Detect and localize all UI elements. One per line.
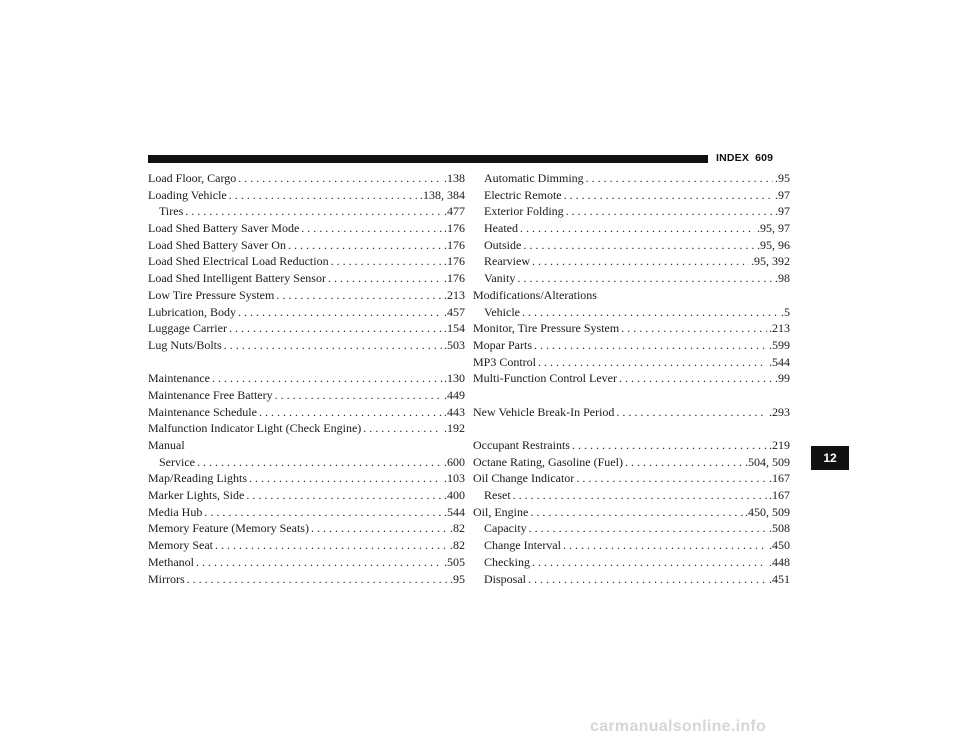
- leader-dots: [529, 520, 767, 537]
- entry-pages: .99: [775, 371, 790, 386]
- entry-label: New Vehicle Break-In Period: [473, 404, 615, 419]
- entry-pages: .477: [444, 204, 465, 219]
- entry-pages: .95, 392: [751, 254, 790, 269]
- leader-dots: [204, 504, 442, 521]
- entry-pages: .95: [450, 571, 465, 586]
- index-entry: [473, 354, 790, 371]
- entry-label: Mopar Parts: [473, 337, 532, 352]
- entry-pages: .192: [444, 421, 465, 436]
- entry-pages: .599: [769, 337, 790, 352]
- entry-pages: .97: [775, 204, 790, 219]
- leader-dots: [212, 370, 442, 387]
- index-subentry: [473, 270, 790, 287]
- entry-label: Outside: [484, 237, 522, 252]
- index-subentry: [473, 537, 790, 554]
- index-subentry: [148, 454, 465, 471]
- entry-pages: .176: [444, 254, 465, 269]
- entry-pages: .130: [444, 371, 465, 386]
- leader-dots: [576, 470, 767, 487]
- leader-dots: [363, 420, 442, 437]
- section-gap: [473, 387, 790, 404]
- entry-pages: .138: [444, 171, 465, 185]
- entry-pages: .103: [444, 471, 465, 486]
- leader-dots: [616, 404, 767, 421]
- leader-dots: [229, 320, 442, 337]
- entry-label: Mirrors: [148, 571, 185, 586]
- entry-pages: .95: [775, 171, 790, 185]
- leader-dots: [196, 554, 442, 571]
- leader-dots: [197, 454, 442, 471]
- index-subentry: [148, 203, 465, 220]
- entry-label: Lubrication, Body: [148, 304, 236, 319]
- entry-pages: .450: [769, 538, 790, 553]
- entry-pages: .450, 509: [745, 504, 790, 519]
- index-entry: [148, 571, 465, 588]
- entry-label: Change Interval: [484, 538, 561, 553]
- leader-dots: [619, 370, 773, 387]
- entry-label: Marker Lights, Side: [148, 488, 245, 503]
- index-entry: [148, 187, 465, 204]
- entry-label: Maintenance Free Battery: [148, 387, 273, 402]
- index-subentry: [473, 170, 790, 187]
- entry-pages: .154: [444, 321, 465, 336]
- entry-label: Rearview: [484, 254, 530, 269]
- index-entry: [148, 287, 465, 304]
- entry-label: Oil Change Indicator: [473, 471, 575, 486]
- index-entry: [148, 404, 465, 421]
- entry-label: Electric Remote: [484, 187, 562, 202]
- leader-dots: [586, 170, 773, 187]
- index-entry: [473, 437, 790, 454]
- index-entry: [148, 170, 465, 187]
- leader-dots: [238, 304, 442, 321]
- entry-label: Low Tire Pressure System: [148, 287, 275, 302]
- index-subentry: [473, 253, 790, 270]
- entry-pages: .544: [769, 354, 790, 369]
- index-entry: [148, 437, 465, 454]
- entry-label: Reset: [484, 488, 511, 503]
- index-entry: [473, 370, 790, 387]
- index-column-left: [148, 170, 465, 587]
- entry-pages: .449: [444, 387, 465, 402]
- leader-dots: [523, 237, 755, 254]
- leader-dots: [238, 170, 442, 187]
- entry-pages: .448: [769, 554, 790, 569]
- leader-dots: [187, 571, 448, 588]
- index-entry: [148, 337, 465, 354]
- index-entry: [148, 320, 465, 337]
- index-entry: [473, 404, 790, 421]
- leader-dots: [528, 571, 767, 588]
- entry-pages: .82: [450, 521, 465, 536]
- leader-dots: [625, 454, 743, 471]
- watermark: carmanualsonline.info: [590, 718, 767, 735]
- entry-label: Malfunction Indicator Light (Check Engine): [148, 421, 362, 436]
- entry-label: Disposal: [484, 571, 526, 586]
- entry-label: Media Hub: [148, 504, 203, 519]
- entry-pages: .400: [444, 488, 465, 503]
- entry-label: Capacity: [484, 521, 527, 536]
- leader-dots: [513, 487, 767, 504]
- leader-dots: [328, 270, 442, 287]
- index-entry: [473, 504, 790, 521]
- index-subentry: [473, 203, 790, 220]
- entry-label: Maintenance: [148, 371, 210, 386]
- leader-dots: [522, 304, 779, 321]
- index-entry: [148, 387, 465, 404]
- index-entry: [148, 520, 465, 537]
- index-entry: [473, 337, 790, 354]
- entry-label: Lug Nuts/Bolts: [148, 337, 222, 352]
- entry-pages: .176: [444, 237, 465, 252]
- leader-dots: [538, 354, 767, 371]
- index-entry: [148, 420, 465, 437]
- entry-label: Multi-Function Control Lever: [473, 371, 617, 386]
- entry-label: Load Shed Intelligent Battery Sensor: [148, 271, 326, 286]
- leader-dots: [331, 253, 442, 270]
- entry-label: Loading Vehicle: [148, 187, 227, 202]
- leader-dots: [520, 220, 755, 237]
- leader-dots: [215, 537, 448, 554]
- entry-pages: .503: [444, 337, 465, 352]
- index-entry: [148, 487, 465, 504]
- index-entry: [148, 220, 465, 237]
- entry-pages: .167: [769, 471, 790, 486]
- index-subentry: [473, 554, 790, 571]
- section-gap: [473, 420, 790, 437]
- leader-dots: [530, 504, 743, 521]
- index-entry: [473, 454, 790, 471]
- leader-dots: [621, 320, 767, 337]
- running-header: [716, 152, 773, 164]
- entry-label: Vanity: [484, 271, 516, 286]
- entry-label: MP3 Control: [473, 354, 537, 369]
- entry-pages: .219: [769, 438, 790, 452]
- entry-pages: .213: [769, 321, 790, 336]
- index-entry: [148, 470, 465, 487]
- index-subentry: [473, 487, 790, 504]
- index-subentry: [473, 304, 790, 321]
- entry-label: Service: [159, 454, 195, 469]
- entry-pages: .544: [444, 504, 465, 519]
- index-subentry: [473, 237, 790, 254]
- section-title: INDEX: [716, 152, 750, 164]
- leader-dots: [572, 437, 767, 454]
- entry-label: Load Shed Electrical Load Reduction: [148, 254, 329, 269]
- entry-pages: .213: [444, 287, 465, 302]
- leader-dots: [288, 237, 442, 254]
- leader-dots: [532, 253, 749, 270]
- index-entry: [148, 537, 465, 554]
- index-entry: [148, 554, 465, 571]
- entry-pages: .138, 384: [420, 187, 465, 202]
- entry-pages: .443: [444, 404, 465, 419]
- leader-dots: [249, 470, 442, 487]
- leader-dots: [185, 203, 442, 220]
- index-subentry: [473, 520, 790, 537]
- entry-label: Vehicle: [484, 304, 520, 319]
- entry-pages: .98: [775, 271, 790, 286]
- leader-dots: [534, 337, 767, 354]
- entry-label: Load Floor, Cargo: [148, 171, 237, 185]
- entry-pages: .600: [444, 454, 465, 469]
- entry-label: Memory Feature (Memory Seats): [148, 521, 309, 536]
- leader-dots: [563, 537, 767, 554]
- leader-dots: [566, 203, 773, 220]
- entry-label: Tires: [159, 204, 184, 219]
- index-entry: [473, 320, 790, 337]
- index-column-right: [473, 170, 790, 587]
- entry-pages: .176: [444, 221, 465, 236]
- entry-label: Load Shed Battery Saver Mode: [148, 221, 300, 236]
- index-subentry: [473, 220, 790, 237]
- entry-label: Octane Rating, Gasoline (Fuel): [473, 454, 623, 469]
- entry-label: Load Shed Battery Saver On: [148, 237, 286, 252]
- entry-label: Automatic Dimming: [484, 171, 584, 185]
- leader-dots: [276, 287, 442, 304]
- leader-dots: [246, 487, 442, 504]
- entry-label: Monitor, Tire Pressure System: [473, 321, 620, 336]
- index-entry: [148, 253, 465, 270]
- leader-dots: [564, 187, 773, 204]
- leader-dots: [532, 554, 767, 571]
- entry-pages: .95, 96: [757, 237, 790, 252]
- section-gap: [148, 354, 465, 371]
- entry-pages: .504, 509: [745, 454, 790, 469]
- entry-label: Map/Reading Lights: [148, 471, 247, 486]
- entry-pages: .457: [444, 304, 465, 319]
- index-entry: [148, 504, 465, 521]
- entry-label: Checking: [484, 554, 530, 569]
- entry-pages: .508: [769, 521, 790, 536]
- entry-pages: .293: [769, 404, 790, 419]
- index-entry: [473, 287, 790, 304]
- entry-label: Occupant Restraints: [473, 438, 570, 452]
- leader-dots: [311, 520, 448, 537]
- header-rule: [148, 155, 708, 163]
- leader-dots: [275, 387, 442, 404]
- entry-pages: .451: [769, 571, 790, 586]
- entry-label: Modifications/Alterations: [473, 287, 597, 302]
- entry-pages: .167: [769, 488, 790, 503]
- entry-label: Exterior Folding: [484, 204, 564, 219]
- entry-pages: .97: [775, 187, 790, 202]
- leader-dots: [517, 270, 773, 287]
- entry-label: Manual: [148, 438, 185, 452]
- leader-dots: [301, 220, 442, 237]
- index-entry: [148, 270, 465, 287]
- chapter-tab: 12: [811, 446, 849, 470]
- entry-pages: .82: [450, 538, 465, 553]
- leader-dots: [224, 337, 442, 354]
- entry-pages: .505: [444, 554, 465, 569]
- entry-label: Methanol: [148, 554, 194, 569]
- index-entry: [148, 237, 465, 254]
- leader-dots: [259, 404, 442, 421]
- entry-label: Oil, Engine: [473, 504, 529, 519]
- index-subentry: [473, 571, 790, 588]
- entry-label: Heated: [484, 221, 518, 236]
- index-entry: [148, 370, 465, 387]
- page-number: 609: [755, 152, 774, 164]
- entry-label: Memory Seat: [148, 538, 213, 553]
- entry-label: Luggage Carrier: [148, 321, 227, 336]
- index-entry: [473, 470, 790, 487]
- leader-dots: [229, 187, 418, 204]
- index-entry: [148, 304, 465, 321]
- entry-pages: .5: [781, 304, 790, 319]
- entry-pages: .95, 97: [757, 221, 790, 236]
- index-subentry: [473, 187, 790, 204]
- entry-label: Maintenance Schedule: [148, 404, 257, 419]
- entry-pages: .176: [444, 271, 465, 286]
